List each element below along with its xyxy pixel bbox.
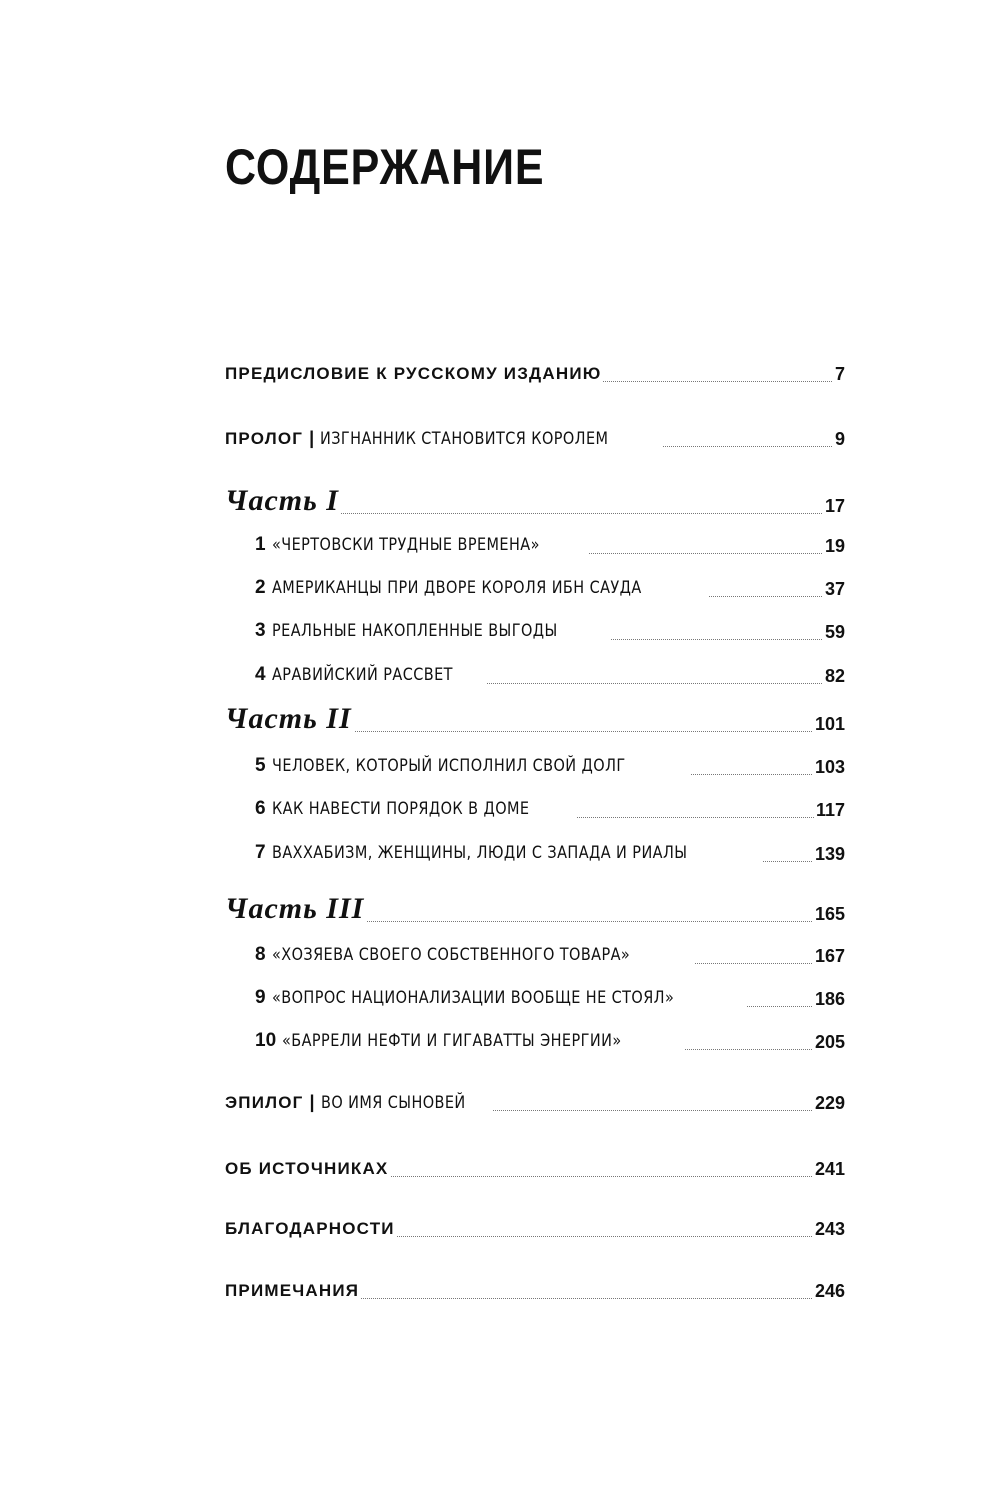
toc-entry-label: АРАВИЙСКИЙ РАССВЕТ xyxy=(271,665,453,685)
toc-page-number: 17 xyxy=(824,496,845,516)
toc-entry-label: «БАРРЕЛИ НЕФТИ И ГИГАВАТТЫ ЭНЕРГИИ» xyxy=(282,1031,622,1051)
toc-page-number: 205 xyxy=(814,1032,845,1052)
toc-entry-label: АМЕРИКАНЦЫ ПРИ ДВОРЕ КОРОЛЯ ИБН САУДА xyxy=(271,578,642,598)
toc-entry-label: ПРОЛОГ xyxy=(225,429,304,448)
page-title: СОДЕРЖАНИЕ xyxy=(225,139,545,195)
toc-entry-heading xyxy=(255,620,610,642)
toc-page-number: 167 xyxy=(814,946,845,966)
toc-entry-preface[interactable] xyxy=(0,358,1000,388)
toc-part-title: Часть III xyxy=(225,892,365,925)
toc-page-number: 241 xyxy=(814,1159,845,1179)
toc-entry-chapter-6[interactable] xyxy=(0,794,1000,824)
chapter-number: 4 xyxy=(255,664,266,685)
toc-page-number: 101 xyxy=(814,714,845,734)
toc-entry-heading xyxy=(255,798,576,820)
toc-entry-label: ПРЕДИСЛОВИЕ К РУССКОМУ ИЗДАНИЮ xyxy=(225,364,602,383)
toc-entry-heading xyxy=(255,944,695,966)
toc-entry-chapter-4[interactable] xyxy=(0,660,1000,690)
toc-page-number: 243 xyxy=(814,1219,845,1239)
toc-entry-acknowledgements[interactable] xyxy=(0,1213,1000,1243)
toc-entry-label: «ВОПРОС НАЦИОНАЛИЗАЦИИ ВООБЩЕ НЕ СТОЯЛ» xyxy=(271,988,674,1008)
toc-entry-subtitle: ИЗГНАННИК СТАНОВИТСЯ КОРОЛЕМ xyxy=(320,429,609,449)
chapter-number: 9 xyxy=(255,987,266,1008)
toc-page-number: 103 xyxy=(814,757,845,777)
toc-part-title: Часть I xyxy=(225,484,339,517)
separator: | xyxy=(309,1092,315,1112)
chapter-number: 7 xyxy=(255,842,266,863)
toc-page-number: 82 xyxy=(824,666,845,686)
toc-entry-chapter-8[interactable] xyxy=(0,940,1000,970)
toc-entry-subtitle: ВО ИМЯ СЫНОВЕЙ xyxy=(320,1093,466,1113)
toc-page-number: 229 xyxy=(814,1093,845,1113)
chapter-number: 3 xyxy=(255,620,266,641)
toc-entry-heading xyxy=(255,577,708,599)
toc-page-number: 19 xyxy=(824,536,845,556)
toc-entry-chapter-10[interactable] xyxy=(0,1026,1000,1056)
separator: | xyxy=(309,428,315,448)
toc-entry-heading xyxy=(255,664,486,686)
toc-entry-heading xyxy=(225,428,662,449)
toc-part-title: Часть II xyxy=(225,702,352,735)
toc-entry-chapter-2[interactable] xyxy=(0,573,1000,603)
chapter-number: 10 xyxy=(255,1030,277,1051)
chapter-number: 1 xyxy=(255,534,266,555)
chapter-number: 2 xyxy=(255,577,266,598)
toc-entry-prologue[interactable] xyxy=(0,423,1000,453)
chapter-number: 8 xyxy=(255,944,266,965)
toc-entry-label: ЧЕЛОВЕК, КОТОРЫЙ ИСПОЛНИЛ СВОЙ ДОЛГ xyxy=(271,756,626,776)
toc-entry-chapter-1[interactable] xyxy=(0,530,1000,560)
toc-entry-chapter-9[interactable] xyxy=(0,983,1000,1013)
toc-page-number: 59 xyxy=(824,622,845,642)
toc-entry-label: ПРИМЕЧАНИЯ xyxy=(225,1281,360,1300)
toc-entry-epilogue[interactable] xyxy=(0,1087,1000,1117)
toc-entry-heading xyxy=(255,1030,684,1052)
toc-entry-label: КАК НАВЕСТИ ПОРЯДОК В ДОМЕ xyxy=(271,799,530,819)
toc-entry-notes[interactable] xyxy=(0,1275,1000,1305)
toc-entry-part-3[interactable] xyxy=(0,892,1000,928)
toc-entry-chapter-7[interactable] xyxy=(0,838,1000,868)
chapter-number: 6 xyxy=(255,798,266,819)
toc-page-number: 139 xyxy=(814,844,845,864)
toc-entry-heading xyxy=(255,534,589,556)
toc-entry-heading xyxy=(255,987,747,1009)
toc-entry-part-2[interactable] xyxy=(0,702,1000,738)
toc-entry-label: БЛАГОДАРНОСТИ xyxy=(225,1219,395,1238)
toc-entry-label: ОБ ИСТОЧНИКАХ xyxy=(225,1159,389,1178)
toc-entry-chapter-3[interactable] xyxy=(0,616,1000,646)
toc-entry-label: «ЧЕРТОВСКИ ТРУДНЫЕ ВРЕМЕНА» xyxy=(271,535,540,555)
toc-entry-label: РЕАЛЬНЫЕ НАКОПЛЕННЫЕ ВЫГОДЫ xyxy=(271,621,558,641)
toc-page-number: 117 xyxy=(815,800,845,820)
toc-entry-chapter-5[interactable] xyxy=(0,751,1000,781)
chapter-number: 5 xyxy=(255,755,266,776)
toc-page-number: 165 xyxy=(814,904,845,924)
toc-page-number: 7 xyxy=(834,364,845,384)
toc-entry-label: ВАХХАБИЗМ, ЖЕНЩИНЫ, ЛЮДИ С ЗАПАДА И РИАЛЫ xyxy=(271,843,688,863)
toc-entry-sources[interactable] xyxy=(0,1153,1000,1183)
toc-entry-heading xyxy=(255,755,690,777)
toc-page-number: 246 xyxy=(814,1281,845,1301)
toc-page-number: 9 xyxy=(834,429,845,449)
toc-entry-label: ЭПИЛОГ xyxy=(225,1093,304,1112)
toc-page-number: 186 xyxy=(814,989,845,1009)
toc-entry-label: «ХОЗЯЕВА СВОЕГО СОБСТВЕННОГО ТОВАРА» xyxy=(271,945,630,965)
toc-entry-heading xyxy=(255,842,762,864)
toc-page-number: 37 xyxy=(824,579,845,599)
toc-entry-part-1[interactable] xyxy=(0,484,1000,520)
toc-entry-heading xyxy=(225,1092,493,1113)
